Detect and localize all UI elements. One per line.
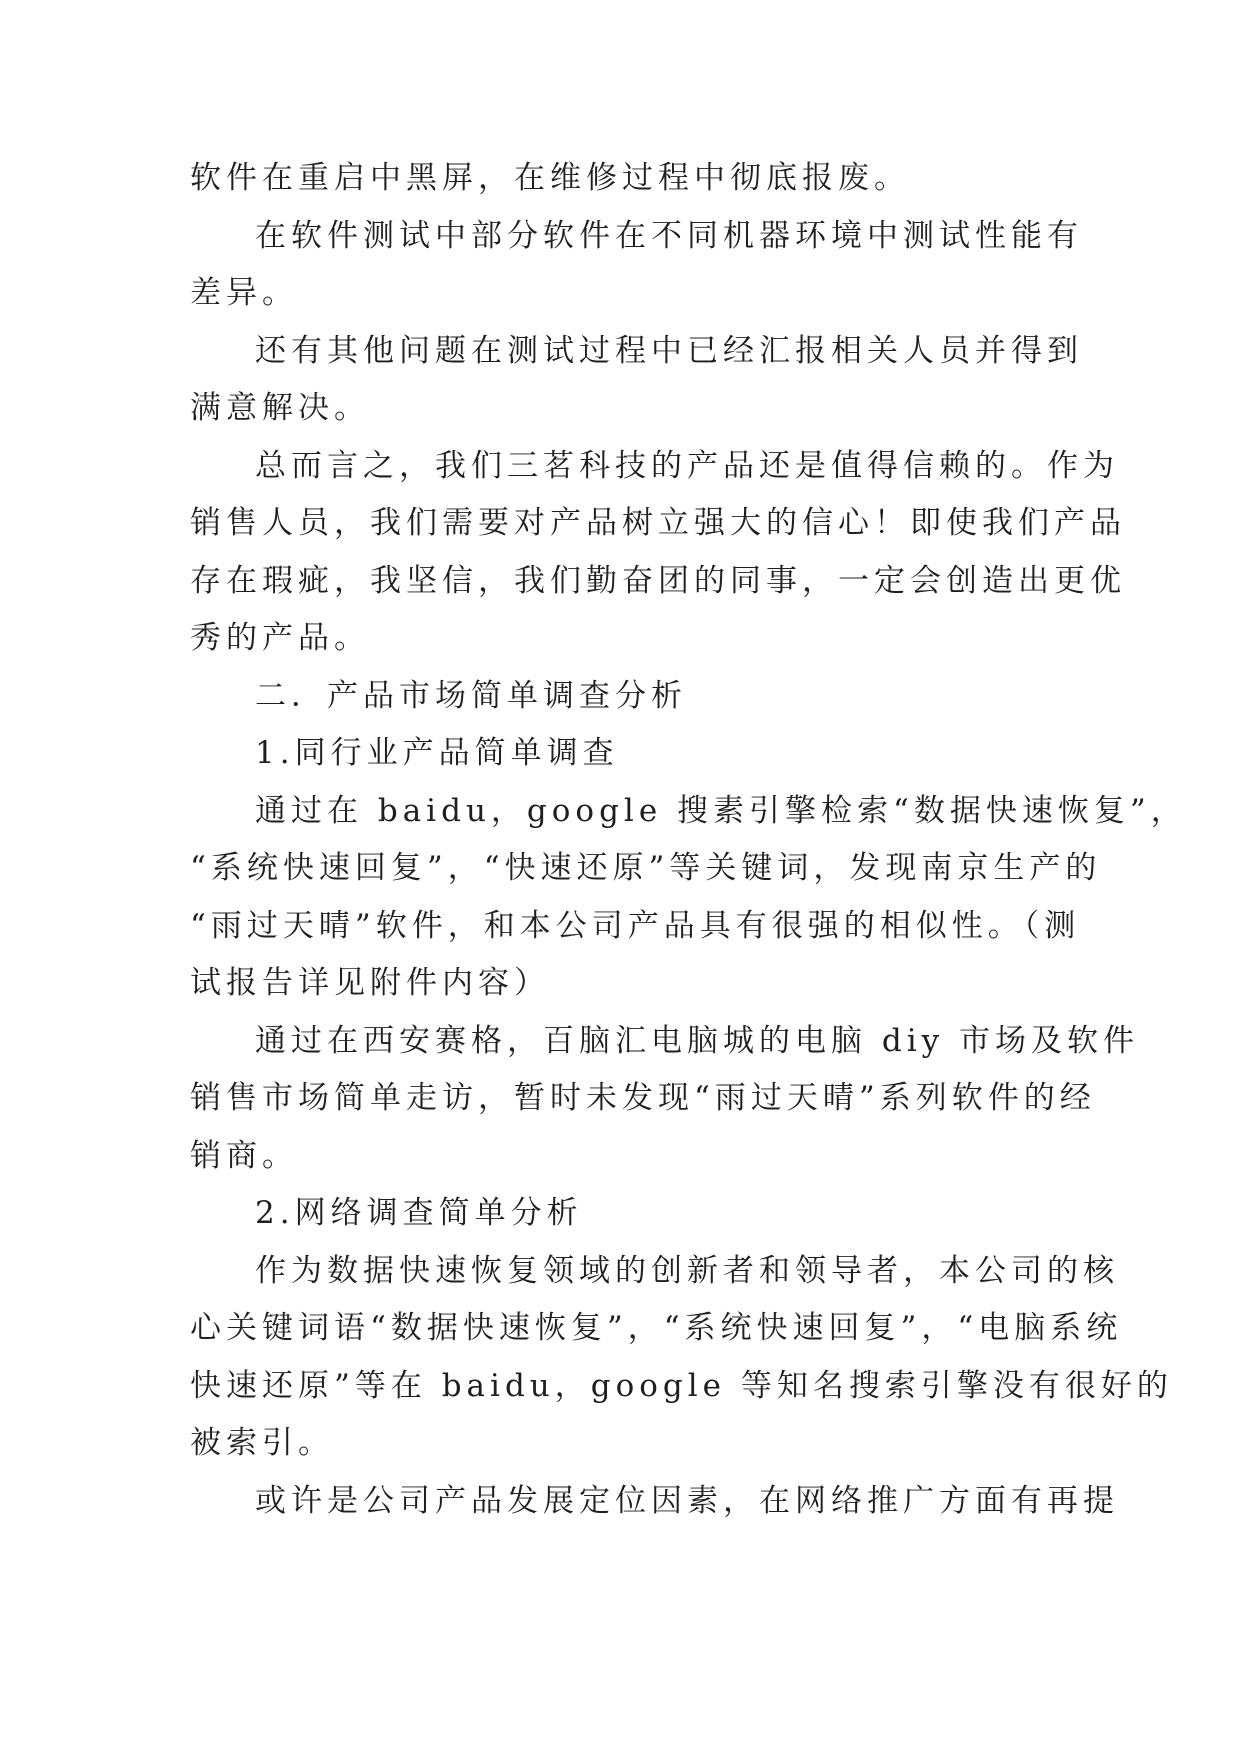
body-line: 销售人员，我们需要对产品树立强大的信心！即使我们产品 bbox=[190, 505, 1126, 541]
paragraph-first-line: 通过在西安赛格，百脑汇电脑城的电脑 diy 市场及软件 bbox=[255, 1022, 1139, 1059]
body-line: 销售市场简单走访，暂时未发现“雨过天晴”系列软件的经 bbox=[190, 1080, 1096, 1116]
body-line: 满意解决。 bbox=[190, 390, 370, 426]
body-line: “雨过天晴”软件，和本公司产品具有很强的相似性。（测 bbox=[190, 907, 1081, 944]
body-line: 差异。 bbox=[190, 275, 298, 311]
body-line: 存在瑕疵，我坚信，我们勤奋团的同事，一定会创造出更优 bbox=[190, 562, 1126, 599]
section-heading: 二．产品市场简单调查分析 bbox=[255, 677, 687, 714]
paragraph-first-line: 还有其他问题在测试过程中已经汇报相关人员并得到 bbox=[255, 332, 1083, 369]
body-line: 软件在重启中黑屏，在维修过程中彻底报废。 bbox=[190, 160, 910, 196]
document-body bbox=[190, 150, 1187, 1530]
subsection-heading: 1.同行业产品简单调查 bbox=[255, 735, 619, 771]
body-line: 心关键词语“数据快速恢复”，“系统快速回复”，“电脑系统 bbox=[190, 1310, 1123, 1346]
body-line: 秀的产品。 bbox=[190, 620, 370, 656]
body-line: 试报告详见附件内容） bbox=[190, 965, 550, 1001]
paragraph-first-line: 在软件测试中部分软件在不同机器环境中测试性能有 bbox=[255, 217, 1083, 254]
paragraph-first-line: 总而言之，我们三茗科技的产品还是值得信赖的。作为 bbox=[255, 447, 1119, 484]
subsection-heading: 2.网络调查简单分析 bbox=[255, 1195, 583, 1231]
paragraph-first-line: 通过在 baidu，google 搜素引擎检索“数据快速恢复”， bbox=[255, 792, 1187, 829]
paragraph-first-line: 作为数据快速恢复领域的创新者和领导者，本公司的核 bbox=[255, 1252, 1119, 1289]
body-line: 快速还原”等在 baidu，google 等知名搜索引擎没有很好的 bbox=[190, 1367, 1173, 1404]
body-line: 销商。 bbox=[190, 1137, 298, 1174]
body-line: 被索引。 bbox=[190, 1425, 334, 1461]
body-line: “系统快速回复”，“快速还原”等关键词，发现南京生产的 bbox=[190, 850, 1102, 886]
paragraph-first-line: 或许是公司产品发展定位因素，在网络推广方面有再提 bbox=[255, 1482, 1119, 1519]
